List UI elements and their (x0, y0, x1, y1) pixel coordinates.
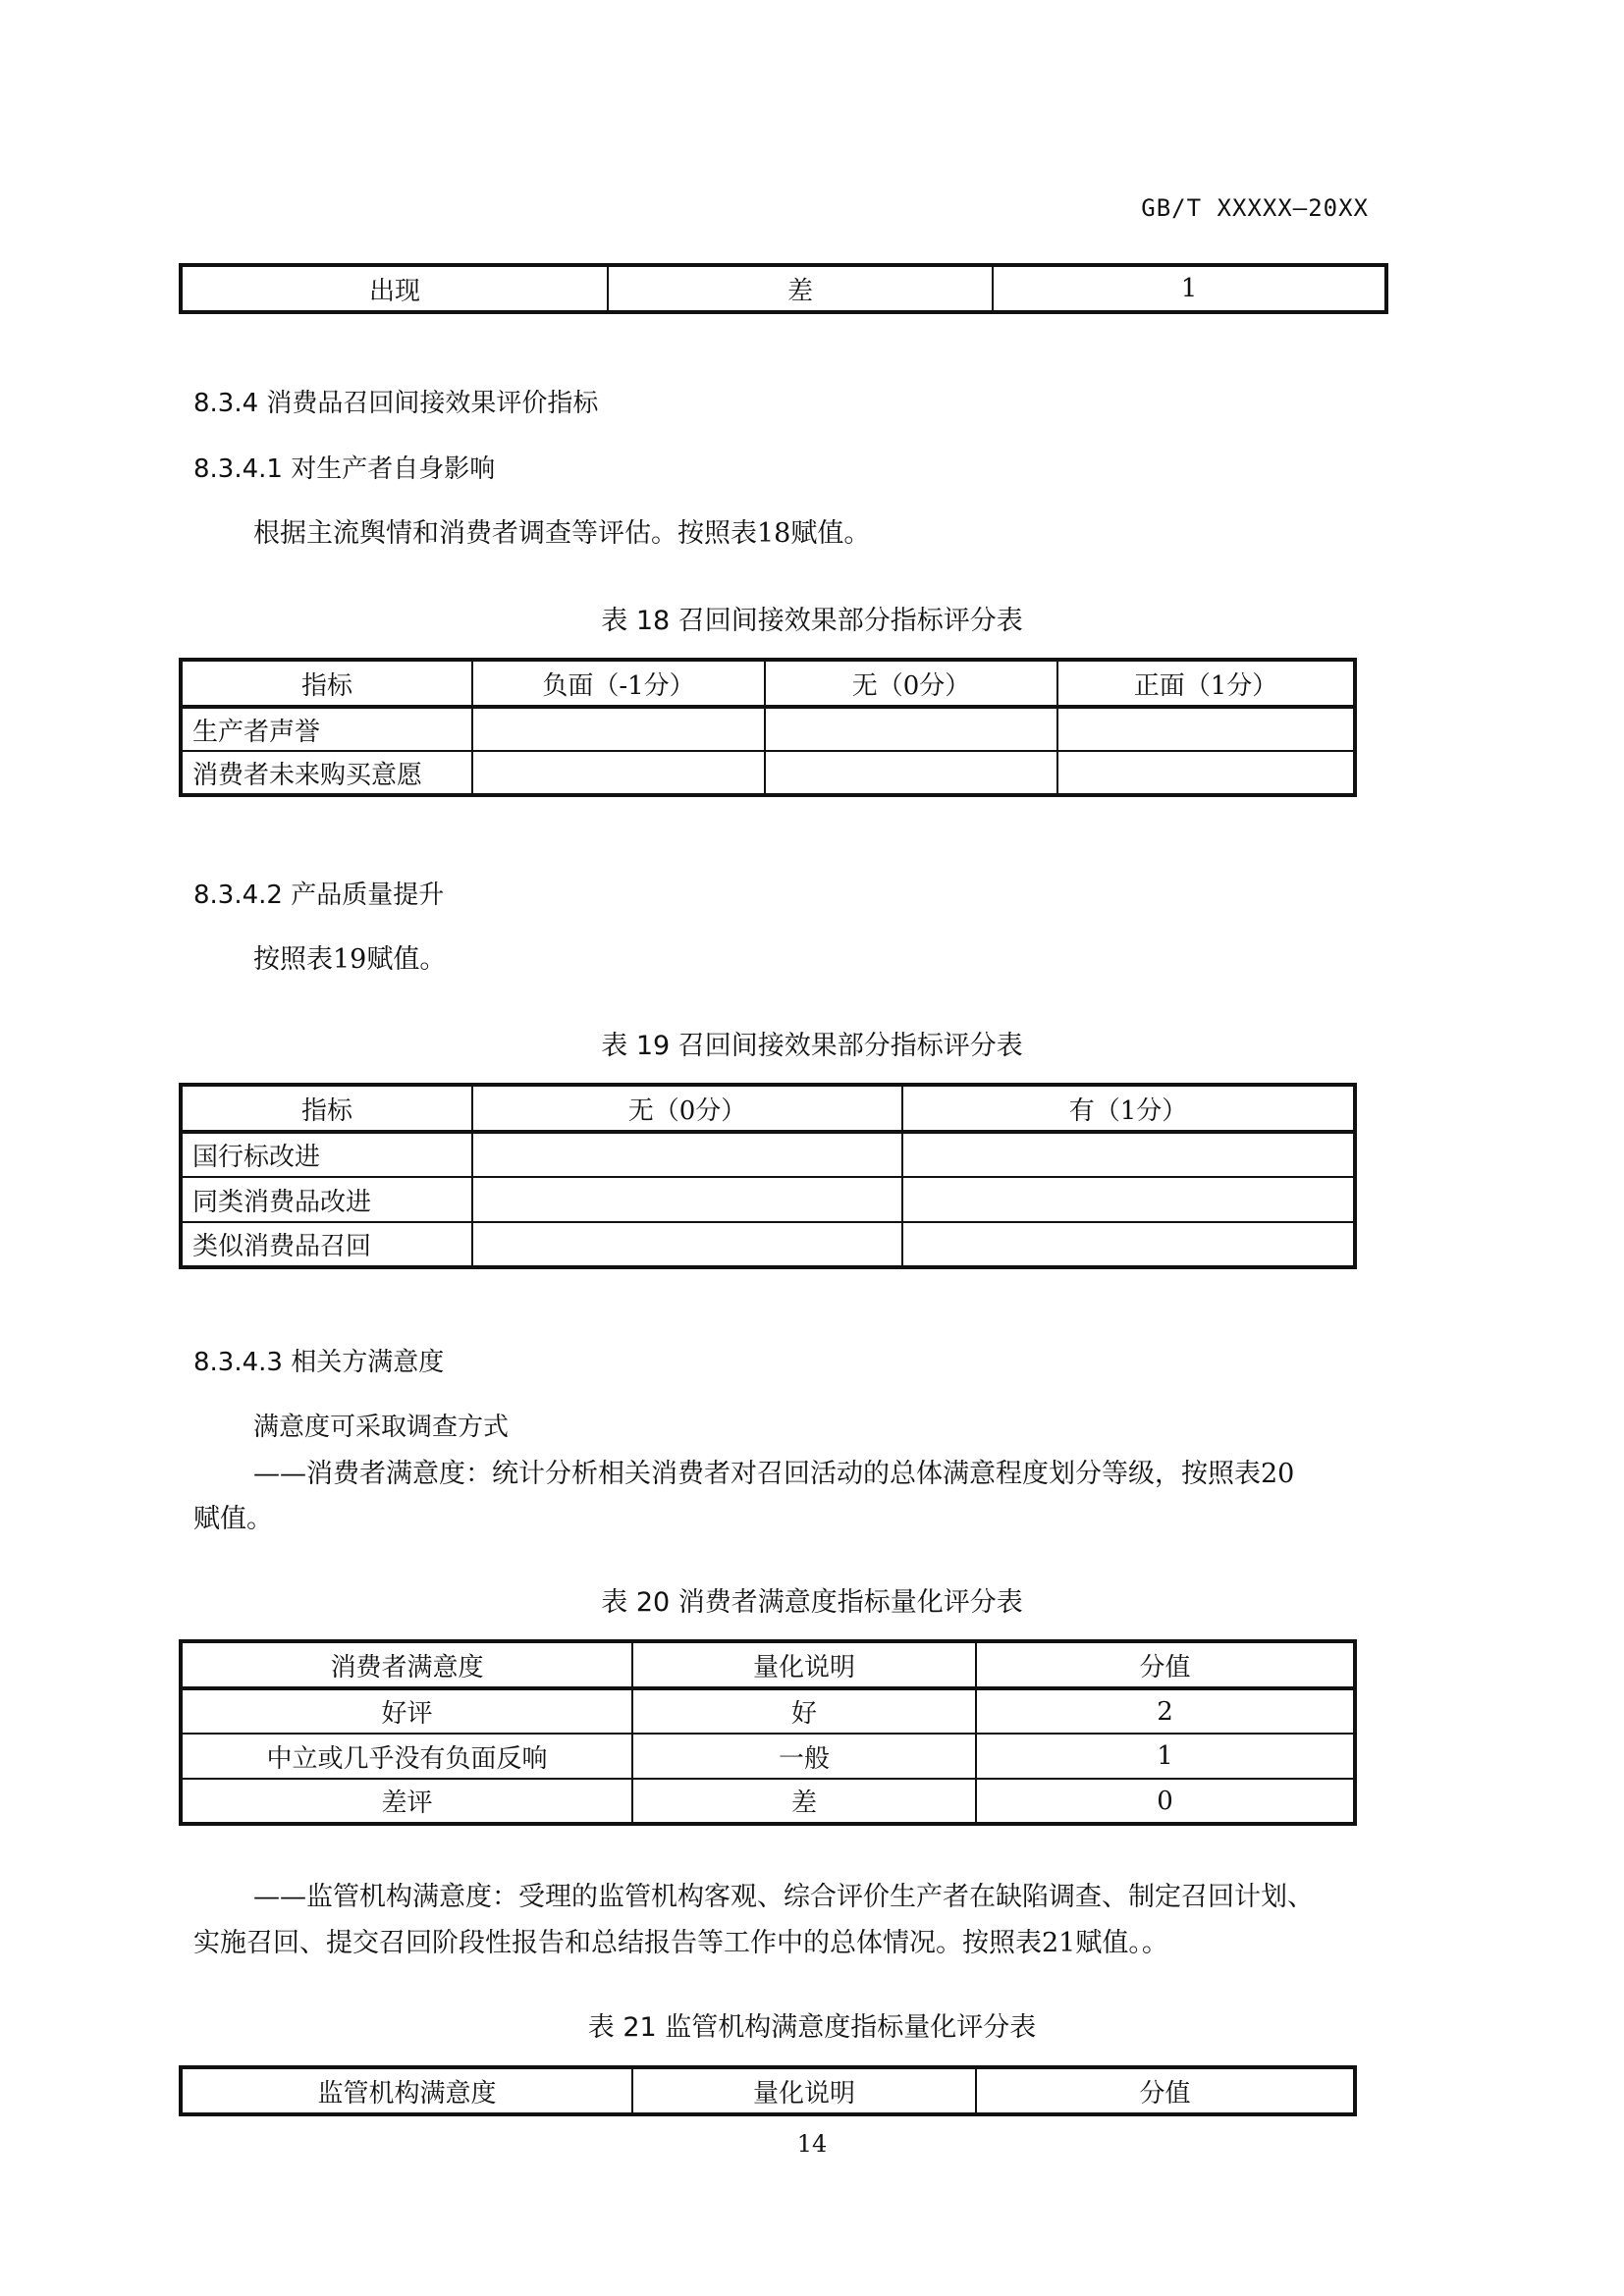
table-cell (902, 1177, 1355, 1222)
table-cell (472, 1177, 902, 1222)
table-cell (765, 751, 1057, 795)
table-cell: 差评 (181, 1779, 632, 1824)
table-cell: 1 (993, 265, 1386, 312)
table-row (181, 1688, 1355, 1734)
table-row (181, 1132, 1355, 1177)
table-row (181, 265, 1386, 312)
table-19 (179, 1083, 1357, 1269)
table-cell: 一般 (632, 1734, 976, 1779)
table-18 (179, 658, 1357, 797)
table-cell: 差 (608, 265, 993, 312)
subheading: 满意度可采取调查方式 (253, 1413, 510, 1442)
paragraph-line: ——监管机构满意度：受理的监管机构客观、综合评价生产者在缺陷调查、制定召回计划、 (253, 1882, 1314, 1912)
table-cell: 出现 (181, 265, 608, 312)
table-header-row (181, 1085, 1355, 1132)
table-row (181, 1222, 1355, 1267)
table-header-row (181, 2067, 1355, 2114)
section-heading-8-3-4-1: 8.3.4.1 对生产者自身影响 (193, 454, 496, 484)
table-cell: 1 (976, 1734, 1355, 1779)
column-header: 指标 (181, 660, 472, 707)
column-header: 量化说明 (632, 2067, 976, 2114)
column-header: 分值 (976, 1641, 1355, 1688)
table-21 (179, 2065, 1357, 2116)
table-18-caption: 表 18 召回间接效果部分指标评分表 (601, 606, 1023, 636)
table-header-row (181, 1641, 1355, 1688)
table-cell (765, 707, 1057, 751)
continued-table (179, 263, 1388, 314)
table-cell (472, 1222, 902, 1267)
table-row (181, 751, 1355, 795)
table-cell: 类似消费品召回 (181, 1222, 472, 1267)
table-cell: 差 (632, 1779, 976, 1824)
table-row (181, 1177, 1355, 1222)
column-header: 无（0分） (765, 660, 1057, 707)
column-header: 正面（1分） (1057, 660, 1355, 707)
section-heading-8-3-4-3: 8.3.4.3 相关方满意度 (193, 1348, 445, 1377)
table-cell: 消费者未来购买意愿 (181, 751, 472, 795)
table-row (181, 707, 1355, 751)
column-header: 负面（-1分） (472, 660, 765, 707)
paragraph-line: ——消费者满意度：统计分析相关消费者对召回活动的总体满意程度划分等级，按照表20 (253, 1459, 1295, 1489)
column-header: 量化说明 (632, 1641, 976, 1688)
table-cell (1057, 707, 1355, 751)
table-cell: 0 (976, 1779, 1355, 1824)
table-header-row (181, 660, 1355, 707)
paragraph: 按照表19赋值。 (253, 944, 447, 975)
paragraph-line: 赋值。 (193, 1504, 273, 1534)
table-19-caption: 表 19 召回间接效果部分指标评分表 (601, 1031, 1023, 1061)
table-cell (902, 1132, 1355, 1177)
section-heading-8-3-4: 8.3.4 消费品召回间接效果评价指标 (193, 389, 599, 418)
table-20-caption: 表 20 消费者满意度指标量化评分表 (601, 1587, 1023, 1618)
table-20 (179, 1639, 1357, 1826)
table-cell (472, 1132, 902, 1177)
table-cell (1057, 751, 1355, 795)
paragraph: 根据主流舆情和消费者调查等评估。按照表18赋值。 (253, 518, 871, 549)
column-header: 指标 (181, 1085, 472, 1132)
table-21-caption: 表 21 监管机构满意度指标量化评分表 (587, 2012, 1037, 2043)
table-cell: 同类消费品改进 (181, 1177, 472, 1222)
table-cell (472, 751, 765, 795)
table-cell: 2 (976, 1688, 1355, 1734)
table-row (181, 1734, 1355, 1779)
table-cell: 好 (632, 1688, 976, 1734)
column-header: 监管机构满意度 (181, 2067, 632, 2114)
column-header: 分值 (976, 2067, 1355, 2114)
table-row (181, 1779, 1355, 1824)
column-header: 消费者满意度 (181, 1641, 632, 1688)
column-header: 有（1分） (902, 1085, 1355, 1132)
table-cell (472, 707, 765, 751)
standard-code: GB/T XXXXX—20XX (1141, 194, 1369, 222)
table-cell: 国行标改进 (181, 1132, 472, 1177)
table-cell: 好评 (181, 1688, 632, 1734)
paragraph-line: 实施召回、提交召回阶段性报告和总结报告等工作中的总体情况。按照表21赋值。。 (193, 1928, 1168, 1958)
table-cell (902, 1222, 1355, 1267)
page-number: 14 (796, 2130, 828, 2158)
table-cell: 中立或几乎没有负面反响 (181, 1734, 632, 1779)
column-header: 无（0分） (472, 1085, 902, 1132)
section-heading-8-3-4-2: 8.3.4.2 产品质量提升 (193, 881, 445, 910)
table-cell: 生产者声誉 (181, 707, 472, 751)
